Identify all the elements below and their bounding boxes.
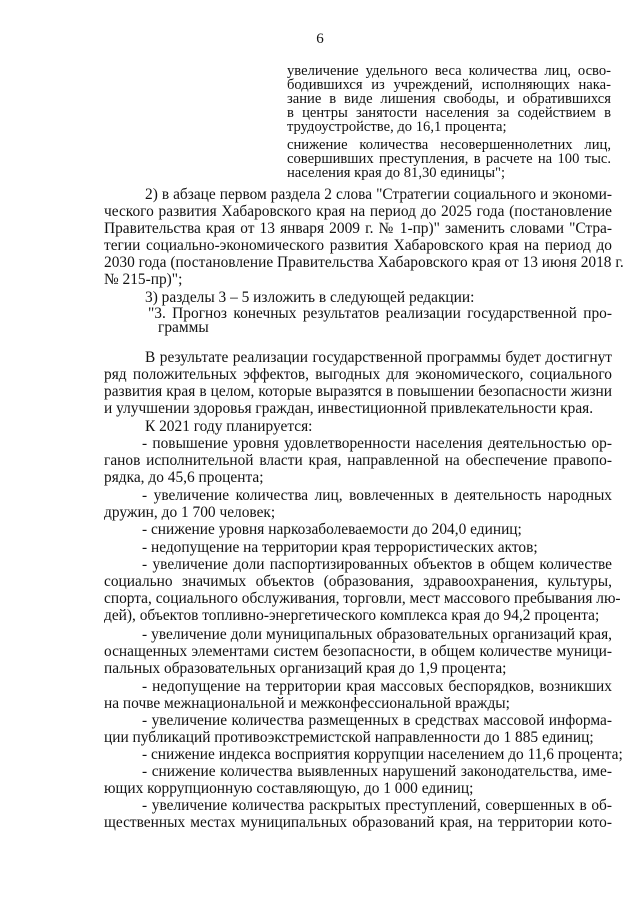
text-line: социально значимых объектов (образования, здравоохранения, культуры, (104, 573, 612, 590)
text-line: - недопущение на территории края массовых беспорядков, возникших (142, 678, 612, 695)
text-line: зание в виде лишения свободы, и обратившихся (287, 91, 611, 107)
text-line: - увеличение количества лиц, вовлеченных в деятельность народных (142, 487, 612, 504)
text-line: - повышение уровня удовлетворенности населения деятельностью ор- (142, 435, 612, 452)
bullet-terrorism (104, 539, 612, 556)
page-number: 6 (316, 31, 324, 47)
text-line: К 2021 году планируется: (145, 418, 313, 435)
planned-intro (104, 418, 612, 435)
bullet-mass-riots (104, 678, 612, 712)
section-heading (148, 307, 612, 335)
text-line: 2030 года (постановление Правительства Хабаровского края от 13 июня 2018 г. (104, 254, 624, 271)
text-line: - недопущение на территории края террористических актов; (142, 539, 538, 556)
text-line: развития края в целом, которые выразятся в повышении безопасности жизни (104, 383, 612, 400)
quote-paragraph-release-employment (287, 64, 611, 134)
text-line: населения края до 81,30 единицы"; (287, 165, 506, 181)
text-line: оснащенных элементами систем безопасности, в общем количестве муници- (104, 643, 612, 660)
text-line: ческого развития Хабаровского края на период до 2025 года (постановление (104, 203, 612, 220)
text-line: ющих коррупционную составляющую, до 1 000 единиц; (104, 780, 474, 797)
text-line: дружин, до 1 700 человек; (104, 504, 276, 521)
text-line: совершивших преступления, в расчете на 100 тыс. (287, 151, 611, 167)
bullet-media-publications (104, 712, 612, 746)
text-line: спорта, социального обслуживания, торговли, мест массового пребывания лю- (104, 590, 621, 607)
text-line: № 215-пр)"; (104, 271, 183, 288)
text-line: Правительства края от 13 января 2009 г. № 1-пр)" заменить словами "Стра- (104, 220, 612, 237)
bullet-passport-objects (104, 556, 621, 624)
text-line: граммы (158, 319, 209, 336)
text-line: снижение количества несовершеннолетних лиц, (287, 137, 611, 153)
text-line: пальных образовательных организаций края до 1,9 процента; (104, 660, 507, 677)
text-line: на почве межнациональной и межконфессиональной вражды; (104, 695, 510, 712)
bullet-volunteer-squads (104, 487, 612, 521)
bullet-corruption-index (104, 746, 623, 763)
text-line: 3) разделы 3 – 5 изложить в следующей редакции: (145, 289, 475, 306)
text-line: трудоустройстве, до 16,1 процента; (287, 119, 507, 135)
text-line: тегии социально-экономического развития Хабаровского края на период до (104, 237, 612, 254)
bullet-violations (104, 763, 612, 797)
text-line: - снижение индекса восприятия коррупции населением до 11,6 процента; (142, 746, 623, 763)
text-line: рядка, до 45,6 процента; (104, 469, 264, 486)
intro-paragraph (104, 349, 612, 417)
text-line: - увеличение доли паспортизированных объектов в общем количестве (142, 556, 612, 573)
text-line: и улучшении здоровья граждан, инвестиционной привлекательности края. (104, 400, 594, 417)
text-line: - увеличение доли муниципальных образовательных организаций края, (142, 626, 612, 643)
bullet-solved-crimes (104, 797, 612, 831)
text-line: 2) в абзаце первом раздела 2 слова "Стратегии социального и экономи- (145, 186, 612, 203)
text-line: щественных местах муниципальных образований края, на территории кото- (104, 814, 612, 831)
amendment-item-2 (104, 186, 624, 288)
text-line: - увеличение количества раскрытых преступлений, совершенных в об- (142, 797, 612, 814)
text-line: ганов исполнительной власти края, направленной на обеспечение правопо- (104, 452, 612, 469)
text-line: дей), объектов топливно-энергетического комплекса края до 94,2 процента; (104, 607, 600, 624)
text-line: "3. Прогноз конечных результатов реализации государственной про- (148, 305, 612, 322)
amendment-item-3 (104, 289, 612, 306)
text-line: - снижение количества выявленных нарушений законодательства, име- (142, 763, 612, 780)
text-line: в центры занятости населения за содействием в (287, 105, 611, 121)
bullet-school-security (104, 626, 612, 677)
text-line: ции публикаций противоэкстремистской направленности до 1 885 единиц; (104, 729, 594, 746)
text-line: - увеличение количества размещенных в средствах массовой информа- (142, 712, 612, 729)
text-line: В результате реализации государственной программы будет достигнут (145, 349, 612, 366)
text-line: бодившихся из учреждений, исполняющих нака- (287, 77, 611, 93)
text-line: увеличение удельного веса количества лиц, осво- (287, 63, 611, 79)
text-line: ряд положительных эффектов, выгодных для экономического, социального (104, 366, 612, 383)
bullet-satisfaction (104, 435, 612, 486)
quote-paragraph-juvenile-crime (287, 138, 611, 180)
bullet-drug-addiction (104, 521, 612, 538)
text-line: - снижение уровня наркозаболеваемости до 204,0 единиц; (142, 521, 522, 538)
